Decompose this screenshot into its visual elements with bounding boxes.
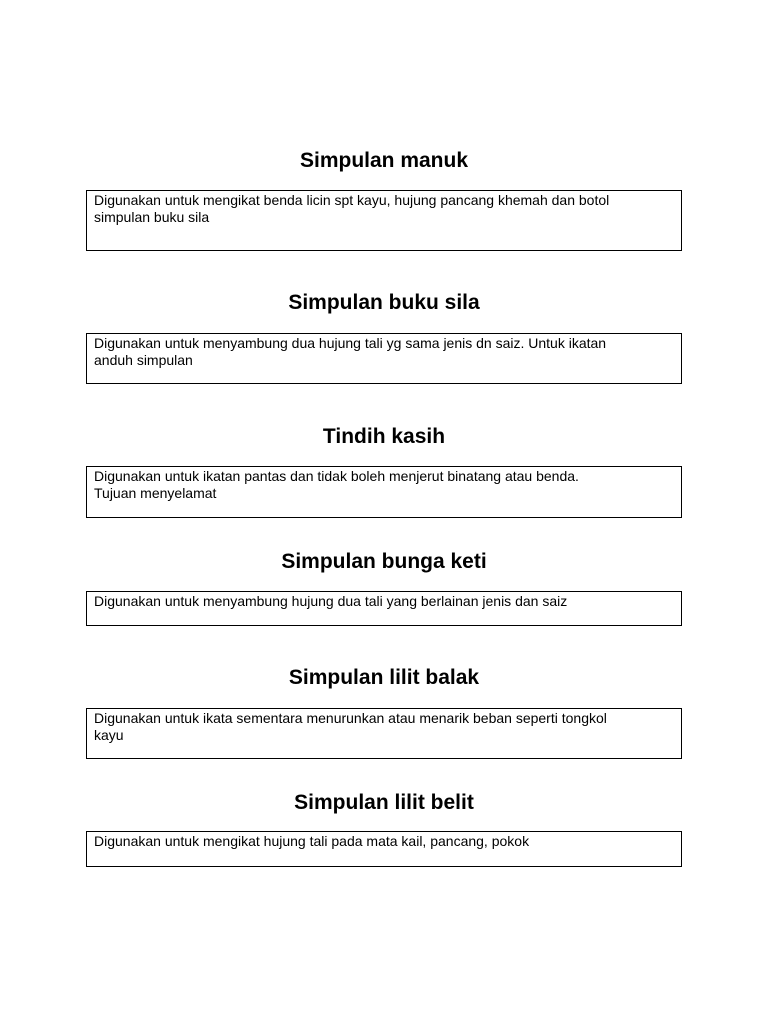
description-line: simpulan buku sila (94, 209, 210, 225)
description-line: Digunakan untuk mengikat hujung tali pada mata kail, pancang, pokok (94, 833, 530, 849)
knot-description-box (86, 190, 682, 251)
knot-description-box (86, 708, 682, 759)
knot-title: Simpulan bunga keti (281, 550, 487, 573)
description-line: Digunakan untuk menyambung hujung dua tali yang berlainan jenis dan saiz (94, 593, 568, 609)
knot-title: Simpulan buku sila (288, 291, 480, 314)
description-line: Tujuan menyelamat (94, 485, 217, 501)
knot-description-box (86, 333, 682, 384)
knot-title: Simpulan lilit belit (294, 791, 474, 814)
description-line: Digunakan untuk mengikat benda licin spt kayu, hujung pancang khemah dan botol (94, 192, 610, 208)
knot-description-box (86, 591, 682, 626)
knot-description-box (86, 831, 682, 867)
description-line: Digunakan untuk ikata sementara menurunkan atau menarik beban seperti tongkol (94, 710, 607, 726)
description-line: kayu (94, 727, 124, 743)
description-line: Digunakan untuk menyambung dua hujung tali yg sama jenis dn saiz. Untuk ikatan (94, 335, 607, 351)
description-line: Digunakan untuk ikatan pantas dan tidak boleh menjerut binatang atau benda. (94, 468, 579, 484)
knot-title: Simpulan manuk (299, 149, 469, 172)
description-line: anduh simpulan (94, 352, 193, 368)
knot-description-box (86, 466, 682, 518)
knot-title: Tindih kasih (322, 425, 446, 448)
knot-title: Simpulan lilit balak (288, 666, 480, 689)
